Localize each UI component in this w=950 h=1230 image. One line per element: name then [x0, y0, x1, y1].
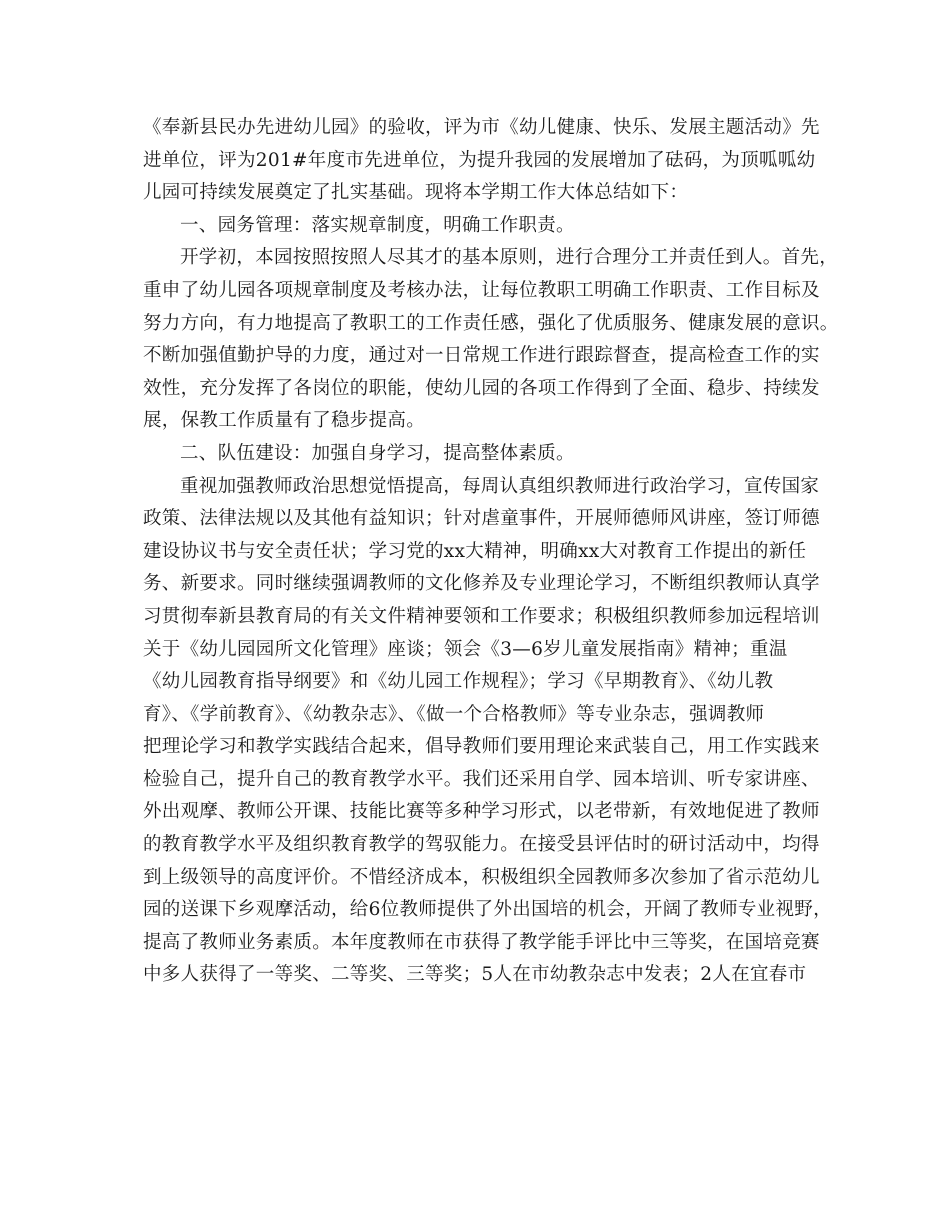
paragraph-line: 园的送课下乡观摩活动，给6位教师提供了外出国培的机会，开阔了教师专业视野， [143, 899, 832, 921]
paragraph-line: 关于《幼儿园园所文化管理》座谈；领会《3—6岁儿童发展指南》精神；重温 [143, 638, 788, 660]
paragraph-line: 外出观摩、教师公开课、技能比赛等多种学习形式，以老带新，有效地促进了教师 [143, 801, 820, 823]
paragraph-line: 把理论学习和教学实践结合起来，倡导教师们要用理论来武装自己，用工作实践来 [143, 736, 820, 758]
paragraph-line: 《奉新县民办先进幼儿园》的验收，评为市《幼儿健康、快乐、发展主题活动》先 [143, 117, 820, 138]
paragraph-line: 务、新要求。同时继续强调教师的文化修养及专业理论学习，不断组织教师认真学 [143, 573, 820, 595]
paragraph-line: 重视加强教师政治思想觉悟提高，每周认真组织教师进行政治学习，宣传国家 [180, 475, 820, 497]
paragraph-line: 中多人获得了一等奖、二等奖、三等奖；5人在市幼教杂志中发表；2人在宜春市 [143, 964, 807, 986]
paragraph-line: 重申了幼儿园各项规章制度及考核办法，让每位教职工明确工作职责、工作目标及 [143, 279, 820, 301]
section-heading: 二、队伍建设：加强自身学习，提高整体素质。 [180, 442, 575, 464]
paragraph-line: 提高了教师业务素质。本年度教师在市获得了教学能手评比中三等奖，在国培竞赛 [143, 931, 820, 953]
paragraph-line: 习贯彻奉新县教育局的有关文件精神要领和工作要求；积极组织教师参加远程培训 [143, 605, 820, 627]
paragraph-line: 不断加强值勤护导的力度，通过对一日常规工作进行跟踪督查，提高检查工作的实 [143, 345, 820, 367]
paragraph-line: 到上级领导的高度评价。不惜经济成本，积极组织全园教师多次参加了省示范幼儿 [143, 866, 820, 888]
paragraph-line: 进单位，评为201#年度市先进单位，为提升我园的发展增加了砝码，为顶呱呱幼 [143, 149, 816, 171]
paragraph-line: 展，保教工作质量有了稳步提高。 [143, 410, 426, 432]
paragraph-line: 检验自己，提升自己的教育教学水平。我们还采用自学、园本培训、听专家讲座、 [143, 768, 820, 790]
paragraph-line: 效性，充分发挥了各岗位的职能，使幼儿园的各项工作得到了全面、稳步、持续发 [143, 377, 820, 399]
paragraph-line: 育》、《学前教育》、《幼教杂志》、《做一个合格教师》等专业杂志，强调教师 [143, 703, 765, 725]
paragraph-line: 政策、法律法规以及其他有益知识；针对虐童事件，开展师德师风讲座，签订师德 [143, 508, 820, 530]
paragraph-line: 努力方向，有力地提高了教职工的工作责任感，强化了优质服务、健康发展的意识。 [143, 312, 839, 334]
paragraph-line: 儿园可持续发展奠定了扎实基础。现将本学期工作大体总结如下： [143, 182, 689, 204]
document-body [143, 112, 839, 992]
paragraph-line: 《幼儿园教育指导纲要》和《幼儿园工作规程》；学习《早期教育》、《幼儿教 [143, 671, 774, 693]
section-heading: 一、园务管理：落实规章制度，明确工作职责。 [180, 214, 575, 236]
paragraph-line: 建设协议书与安全责任状；学习党的xx大精神，明确xx大对教育工作提出的新任 [143, 540, 807, 562]
paragraph-line: 开学初，本园按照按照人尽其才的基本原则，进行合理分工并责任到人。首先， [180, 247, 839, 269]
paragraph-line: 的教育教学水平及组织教育教学的驾驭能力。在接受县评估时的研讨活动中，均得 [143, 834, 820, 856]
